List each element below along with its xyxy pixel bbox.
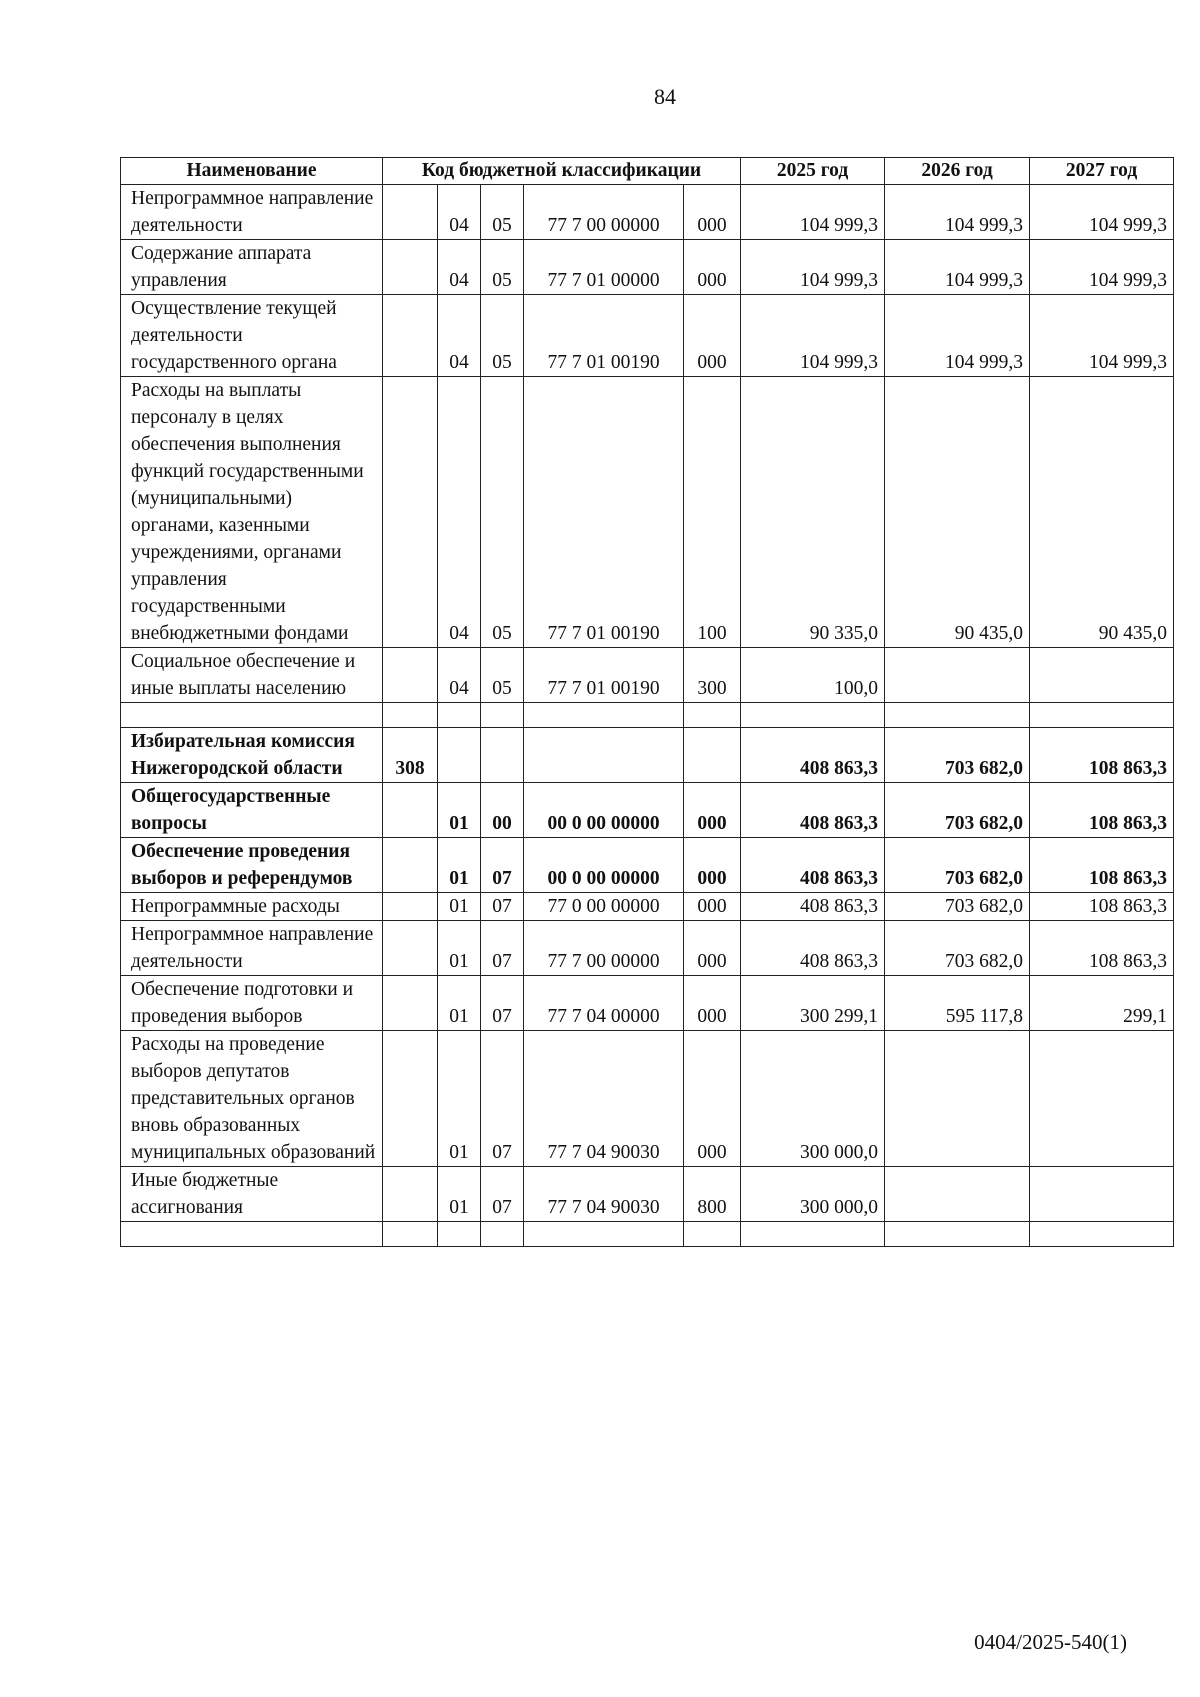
document-code: 0404/2025-540(1) — [974, 1630, 1127, 1654]
row-name: Обеспечение подготовки и проведения выборов — [121, 976, 383, 1031]
amount-2027 — [1030, 648, 1174, 703]
subsection-code: 07 — [481, 976, 524, 1031]
table-row — [121, 838, 1174, 893]
amount-2026 — [885, 1031, 1030, 1167]
amount-2025: 300 000,0 — [741, 1031, 885, 1167]
amount-2025: 408 863,3 — [741, 783, 885, 838]
target-code: 77 7 01 00190 — [524, 377, 684, 648]
empty-row — [121, 1222, 1174, 1247]
target-code: 77 0 00 00000 — [524, 893, 684, 921]
amount-2025: 300 299,1 — [741, 976, 885, 1031]
expense-type-code: 000 — [684, 240, 741, 295]
amount-2026: 104 999,3 — [885, 185, 1030, 240]
table-row — [121, 921, 1174, 976]
amount-2026: 703 682,0 — [885, 838, 1030, 893]
target-code — [524, 1222, 684, 1247]
amount-2027: 108 863,3 — [1030, 838, 1174, 893]
subsection-code: 07 — [481, 838, 524, 893]
target-code: 00 0 00 00000 — [524, 783, 684, 838]
target-code: 77 7 00 00000 — [524, 185, 684, 240]
ministry-code — [383, 921, 438, 976]
amount-2025: 300 000,0 — [741, 1167, 885, 1222]
amount-2027: 108 863,3 — [1030, 893, 1174, 921]
subsection-code — [481, 1222, 524, 1247]
ministry-code — [383, 976, 438, 1031]
row-name — [121, 703, 383, 728]
row-name: Непрограммное направление деятельности — [121, 921, 383, 976]
ministry-code: 308 — [383, 728, 438, 783]
subsection-code: 05 — [481, 185, 524, 240]
expense-type-code: 000 — [684, 921, 741, 976]
expense-type-code: 100 — [684, 377, 741, 648]
amount-2027 — [1030, 703, 1174, 728]
section-code: 01 — [438, 921, 481, 976]
target-code — [524, 703, 684, 728]
section-code: 01 — [438, 1031, 481, 1167]
header-code: Код бюджетной классификации — [383, 158, 741, 185]
section-code: 04 — [438, 295, 481, 377]
row-name: Непрограммное направление деятельности — [121, 185, 383, 240]
amount-2027: 104 999,3 — [1030, 295, 1174, 377]
table-row — [121, 648, 1174, 703]
subsection-code: 00 — [481, 783, 524, 838]
target-code: 77 7 04 00000 — [524, 976, 684, 1031]
target-code — [524, 728, 684, 783]
amount-2027: 90 435,0 — [1030, 377, 1174, 648]
subsection-code: 05 — [481, 240, 524, 295]
amount-2026 — [885, 648, 1030, 703]
expense-type-code: 800 — [684, 1167, 741, 1222]
amount-2026: 703 682,0 — [885, 893, 1030, 921]
amount-2027: 104 999,3 — [1030, 240, 1174, 295]
row-name: Расходы на проведение выборов депутатов представительных органов вновь образованных муниципальных образований — [121, 1031, 383, 1167]
amount-2026 — [885, 703, 1030, 728]
ministry-code — [383, 838, 438, 893]
table-row — [121, 1167, 1174, 1222]
ministry-code — [383, 1167, 438, 1222]
table-row — [121, 728, 1174, 783]
expense-type-code: 000 — [684, 783, 741, 838]
ministry-code — [383, 783, 438, 838]
amount-2027 — [1030, 1167, 1174, 1222]
target-code: 77 7 00 00000 — [524, 921, 684, 976]
target-code: 00 0 00 00000 — [524, 838, 684, 893]
amount-2025: 100,0 — [741, 648, 885, 703]
amount-2026: 703 682,0 — [885, 921, 1030, 976]
row-name: Расходы на выплаты персоналу в целях обеспечения выполнения функций государственными (муниципальными) органами, казенными учреждениями, органами управления государственными внебюджетными фондами — [121, 377, 383, 648]
target-code: 77 7 01 00190 — [524, 295, 684, 377]
amount-2025: 104 999,3 — [741, 185, 885, 240]
amount-2025: 408 863,3 — [741, 921, 885, 976]
amount-2027 — [1030, 1031, 1174, 1167]
amount-2025: 408 863,3 — [741, 838, 885, 893]
row-name: Обеспечение проведения выборов и референдумов — [121, 838, 383, 893]
expense-type-code: 000 — [684, 295, 741, 377]
amount-2025: 104 999,3 — [741, 295, 885, 377]
table-body — [121, 185, 1174, 1247]
ministry-code — [383, 703, 438, 728]
table-row — [121, 976, 1174, 1031]
amount-2026 — [885, 1222, 1030, 1247]
ministry-code — [383, 295, 438, 377]
subsection-code: 07 — [481, 1031, 524, 1167]
header-name: Наименование — [121, 158, 383, 185]
row-name: Избирательная комиссия Нижегородской области — [121, 728, 383, 783]
table-header-row — [121, 158, 1174, 185]
amount-2026 — [885, 1167, 1030, 1222]
section-code — [438, 1222, 481, 1247]
header-2025: 2025 год — [741, 158, 885, 185]
budget-table — [120, 157, 1174, 1247]
row-name — [121, 1222, 383, 1247]
expense-type-code: 000 — [684, 976, 741, 1031]
amount-2025 — [741, 1222, 885, 1247]
subsection-code: 07 — [481, 893, 524, 921]
section-code: 04 — [438, 377, 481, 648]
table-row — [121, 240, 1174, 295]
section-code: 04 — [438, 240, 481, 295]
section-code: 04 — [438, 185, 481, 240]
ministry-code — [383, 185, 438, 240]
table-row — [121, 377, 1174, 648]
target-code: 77 7 01 00000 — [524, 240, 684, 295]
section-code: 01 — [438, 838, 481, 893]
subsection-code: 07 — [481, 1167, 524, 1222]
section-code: 01 — [438, 783, 481, 838]
section-code — [438, 703, 481, 728]
table-row — [121, 1031, 1174, 1167]
amount-2026: 595 117,8 — [885, 976, 1030, 1031]
amount-2027: 104 999,3 — [1030, 185, 1174, 240]
expense-type-code: 000 — [684, 1031, 741, 1167]
section-code: 04 — [438, 648, 481, 703]
amount-2026: 703 682,0 — [885, 783, 1030, 838]
amount-2027: 108 863,3 — [1030, 921, 1174, 976]
ministry-code — [383, 648, 438, 703]
amount-2025: 408 863,3 — [741, 728, 885, 783]
section-code: 01 — [438, 976, 481, 1031]
amount-2026: 104 999,3 — [885, 295, 1030, 377]
ministry-code — [383, 377, 438, 648]
subsection-code: 05 — [481, 377, 524, 648]
subsection-code: 05 — [481, 295, 524, 377]
amount-2027: 108 863,3 — [1030, 783, 1174, 838]
amount-2027: 299,1 — [1030, 976, 1174, 1031]
expense-type-code: 000 — [684, 893, 741, 921]
ministry-code — [383, 893, 438, 921]
row-name: Общегосударственные вопросы — [121, 783, 383, 838]
section-code: 01 — [438, 893, 481, 921]
target-code: 77 7 01 00190 — [524, 648, 684, 703]
subsection-code: 07 — [481, 921, 524, 976]
subsection-code: 05 — [481, 648, 524, 703]
amount-2026: 703 682,0 — [885, 728, 1030, 783]
amount-2027: 108 863,3 — [1030, 728, 1174, 783]
subsection-code — [481, 728, 524, 783]
expense-type-code — [684, 703, 741, 728]
expense-type-code: 000 — [684, 185, 741, 240]
amount-2025: 104 999,3 — [741, 240, 885, 295]
row-name: Непрограммные расходы — [121, 893, 383, 921]
section-code — [438, 728, 481, 783]
amount-2025: 90 335,0 — [741, 377, 885, 648]
amount-2026: 104 999,3 — [885, 240, 1030, 295]
subsection-code — [481, 703, 524, 728]
row-name: Содержание аппарата управления — [121, 240, 383, 295]
row-name: Осуществление текущей деятельности государственного органа — [121, 295, 383, 377]
ministry-code — [383, 240, 438, 295]
ministry-code — [383, 1222, 438, 1247]
expense-type-code: 300 — [684, 648, 741, 703]
table-row — [121, 295, 1174, 377]
ministry-code — [383, 1031, 438, 1167]
amount-2027 — [1030, 1222, 1174, 1247]
table-row — [121, 783, 1174, 838]
row-name: Иные бюджетные ассигнования — [121, 1167, 383, 1222]
header-2027: 2027 год — [1030, 158, 1174, 185]
page-number: 84 — [654, 84, 676, 109]
expense-type-code — [684, 1222, 741, 1247]
amount-2025 — [741, 703, 885, 728]
amount-2026: 90 435,0 — [885, 377, 1030, 648]
section-code: 01 — [438, 1167, 481, 1222]
table-row — [121, 185, 1174, 240]
header-2026: 2026 год — [885, 158, 1030, 185]
expense-type-code: 000 — [684, 838, 741, 893]
expense-type-code — [684, 728, 741, 783]
target-code: 77 7 04 90030 — [524, 1167, 684, 1222]
amount-2025: 408 863,3 — [741, 893, 885, 921]
target-code: 77 7 04 90030 — [524, 1031, 684, 1167]
table-row — [121, 893, 1174, 921]
row-name: Социальное обеспечение и иные выплаты населению — [121, 648, 383, 703]
empty-row — [121, 703, 1174, 728]
